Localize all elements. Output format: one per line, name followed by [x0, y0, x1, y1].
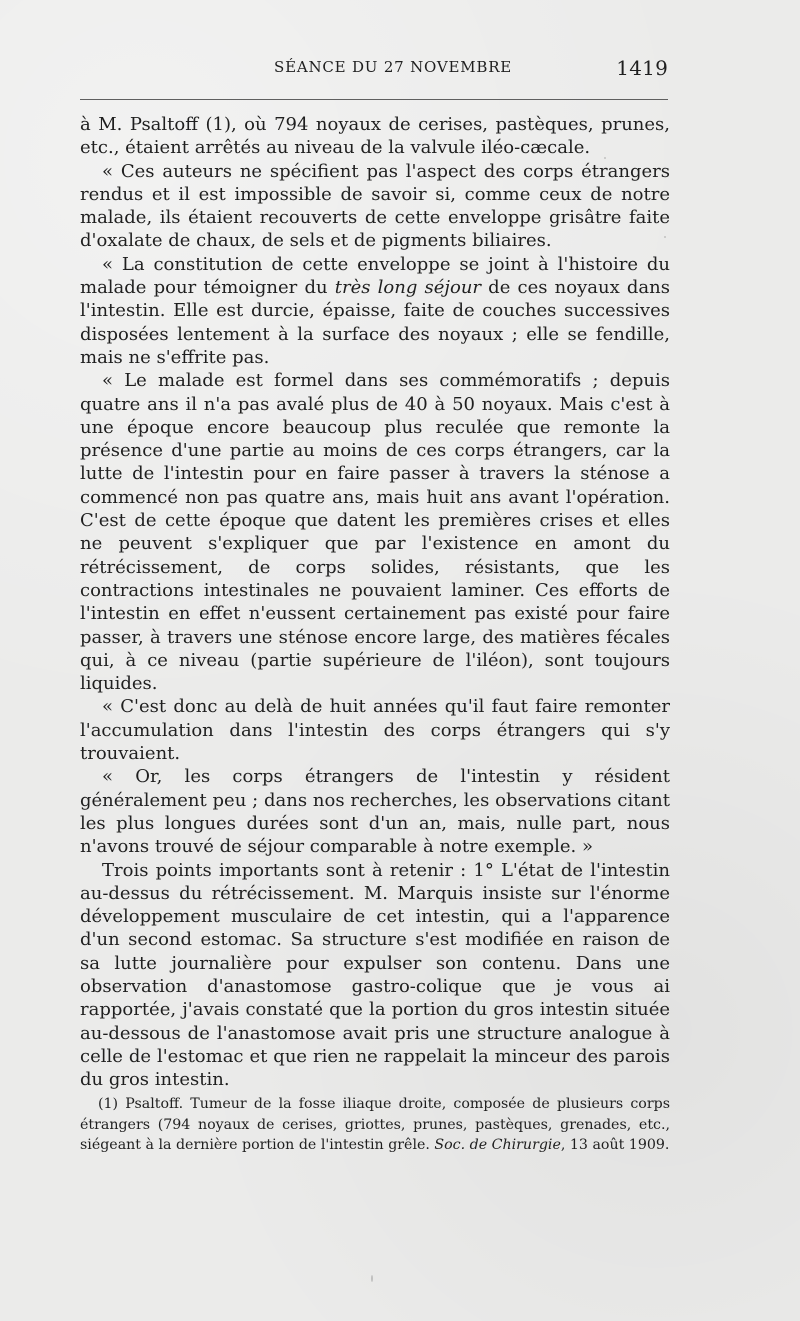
paragraph-3-before: « La constitution de cette enveloppe se joint à l'histoire du malade pour témoigner du [80, 253, 670, 299]
paragraph-2: « Ces auteurs ne spécifient pas l'aspect des corps étrangers rendus et il est impossible de savoir si, comme ceux de notre malade, ils étaient recouverts de cette enveloppe grisâtre faite d'oxalate de chaux, de sels et de pigments biliaires. [80, 160, 670, 252]
page-header [80, 58, 668, 88]
paragraph-3-after: de ces noyaux dans l'intestin. Elle est durcie, épaisse, faite de couches successives disposées lentement à la surface des noyaux ; elle se fendille, mais ne s'effrite pas. [80, 277, 670, 368]
page-number: 1419 [616, 56, 668, 80]
footnote-after: , 13 août 1909. [560, 1137, 670, 1153]
paragraph-3-emphasis: très long séjour [334, 277, 482, 299]
main-text [80, 113, 670, 1091]
paragraph-6: « Or, les corps étrangers de l'intestin y résident généralement peu ; dans nos recherches, les observations citant les plus longues durées sont d'un an, mais, nulle part, nous n'avons trouvé de séjour comparable à notre exemple. » [80, 766, 670, 858]
scan-speck [371, 1275, 373, 1282]
scan-speck [664, 236, 666, 238]
paragraph-3 [80, 253, 670, 369]
footnote-emphasis: Soc. de Chirurgie [434, 1137, 561, 1153]
paragraph-1: à M. Psaltoff (1), où 794 noyaux de cerises, pastèques, prunes, etc., étaient arrêtés au niveau de la valvule iléo-cæcale. [80, 114, 670, 159]
scan-speck [604, 157, 606, 159]
running-title: SÉANCE DU 27 NOVEMBRE [274, 58, 513, 76]
paragraph-4: « Le malade est formel dans ses commémoratifs ; depuis quatre ans il n'a pas avalé plus de 40 à 50 noyaux. Mais c'est à une époque encore beaucoup plus reculée que remonte la présence d'une partie au moins de ces corps étrangers, car la lutte de l'intestin pour en faire passer à travers la sténose a commencé non pas quatre ans, mais huit ans avant l'opération. C'est de cette époque que datent les premières crises et elles ne peuvent s'expliquer que par l'existence en amont du rétrécissement, de corps solides, résistants, que les contractions intestinales ne pouvaient laminer. Ces efforts de l'intestin en effet n'eussent certainement pas existé pour faire passer, à travers une sténose encore large, des matières fécales qui, à ce niveau (partie supérieure de l'iléon), sont toujours liquides. [80, 370, 670, 695]
header-rule [80, 99, 668, 100]
paragraph-7: Trois points importants sont à retenir : 1° L'état de l'intestin au-dessus du rétrécissement. M. Marquis insiste sur l'énorme développement musculaire de cet intestin, qui a l'apparence d'un second estomac. Sa structure s'est modifiée en raison de sa lutte journalière pour expulser son contenu. Dans une observation d'anastomose gastro-colique que je vous ai rapportée, j'avais constaté que la portion du gros intestin située au-dessous de l'anastomose avait pris une structure analogue à celle de l'estomac et que rien ne rappelait la minceur des parois du gros intestin. [80, 859, 670, 1091]
footnote [80, 1094, 670, 1156]
footnote-before: (1) Psaltoff. Tumeur de la fosse iliaque droite, composée de plusieurs corps étrangers (794 noyaux de cerises, griottes, prunes, pastèques, grenades, etc., siégeant à la dernière portion de l'intestin grêle. [80, 1096, 670, 1153]
paragraph-5: « C'est donc au delà de huit années qu'il faut faire remonter l'accumulation dans l'intestin des corps étrangers qui s'y trouvaient. [80, 696, 670, 765]
